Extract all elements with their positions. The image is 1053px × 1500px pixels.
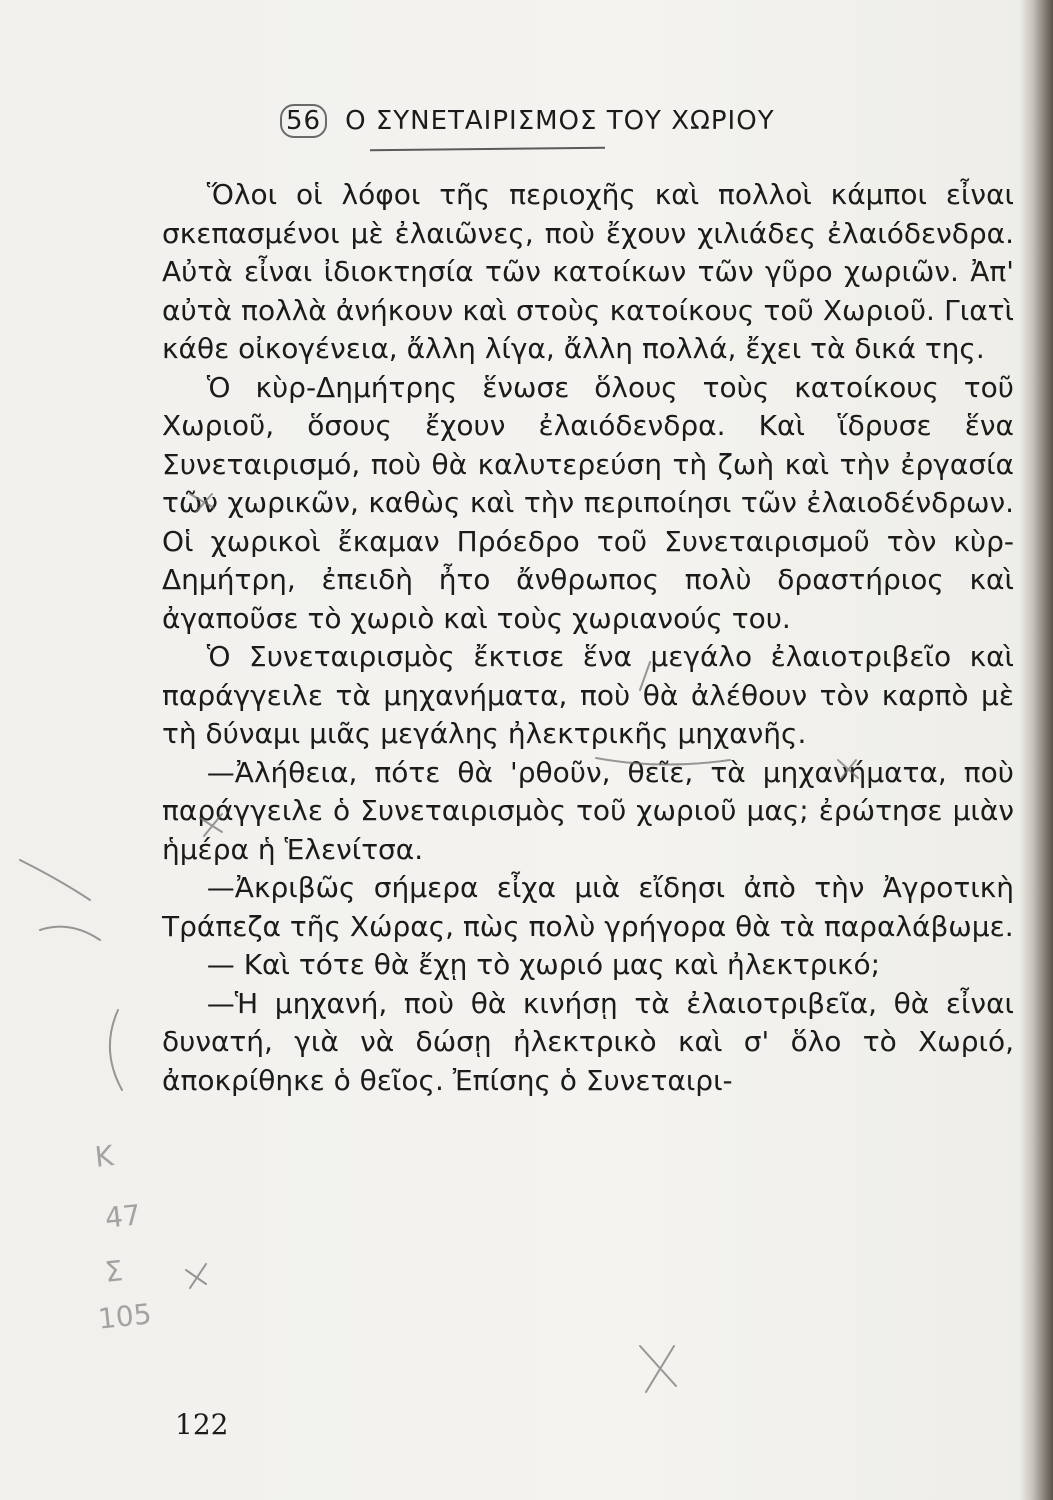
pencil-cross-mark — [640, 1346, 676, 1392]
pencil-bracket — [110, 1010, 122, 1090]
paragraph: —Ἡ μηχανή, ποὺ θὰ κινήσῃ τὰ ἐλαιοτριβεῖα, θὰ εἶναι δυνατή, γιὰ νὰ δώσῃ ἠλεκτρικὸ καὶ σ' ὅλο τὸ Χωριό, ἀποκρίθηκε ὁ θεῖος. Ἐπίσης ὁ Συνεταιρι- — [162, 986, 1014, 1097]
margin-note: 47 — [103, 1198, 143, 1235]
margin-note: K — [93, 1139, 116, 1174]
pencil-scribble — [20, 860, 100, 940]
book-spine-shadow — [1019, 0, 1053, 1500]
pencil-cross-mark — [186, 1264, 206, 1288]
paragraph: Ὅλοι οἱ λόφοι τῆς περιοχῆς καὶ πολλοὶ κάμποι εἶναι σκεπασμένοι μὲ ἐλαιῶνες, ποὺ ἔχουν χιλιάδες ἐλαιόδενδρα. Αὐτὰ εἶναι ἰδιοκτησία τῶν κατοίκων τῶν γῦρο χωριῶν. Ἀπ' αὐτὰ πολλὰ ἀνήκουν καὶ στοὺς κατοίκους τοῦ Χωριοῦ. Γιατὶ κάθε οἰκογένεια, ἄλλη λίγα, ἄλλη πολλά, ἔχει τὰ δικά της. — [162, 178, 1014, 365]
paragraph: Ὁ Συνεταιρισμὸς ἔκτισε ἕνα μεγάλο ἐλαιοτριβεῖο καὶ παράγγειλε τὰ μηχανήματα, ποὺ θὰ ἀλέθουν τὸν καρπὸ μὲ τὴ δύναμι μιᾶς μεγάλης ἠλεκτρικῆς μηχανῆς. — [162, 640, 1014, 750]
paragraph: — Καὶ τότε θὰ ἔχῃ τὸ χωριό μας καὶ ἠλεκτρικό; — [206, 948, 881, 981]
page-number: 122 — [175, 1408, 229, 1441]
paragraph: Ὁ κὺρ-Δημήτρης ἕνωσε ὅλους τοὺς κατοίκους τοῦ Χωριοῦ, ὅσους ἔχουν ἐλαιόδενδρα. Καὶ ἵδρυσε ἕνα Συνεταιρισμό, ποὺ θὰ καλυτερεύση τὴ ζωὴ καὶ τὴν ἐργασία τῶν χωρικῶν, καθὼς καὶ τὴν περιποίησι τῶν ἐλαιοδένδρων. Οἱ χωρικοὶ ἔκαμαν Πρόεδρο τοῦ Συνεταιρισμοῦ τὸν κὺρ-Δημήτρη, ἐπειδὴ ἦτο ἄνθρωπος πολὺ δραστήριος καὶ ἀγαποῦσε τὸ χωριὸ καὶ τοὺς χωριανούς του. — [162, 370, 1014, 635]
paragraph: —Ἀλήθεια, πότε θὰ 'ρθοῦν, θεῖε, τὰ μηχανήματα, ποὺ παράγγειλε ὁ Συνεταιρισμὸς τοῦ χωριοῦ μας; ἐρώτησε μιὰν ἡμέρα ἡ Ἑλενίτσα. — [162, 755, 1014, 866]
paragraph: —Ἀκριβῶς σήμερα εἶχα μιὰ εἴδησι ἀπὸ τὴν Ἀγροτικὴ Τράπεζα τῆς Χώρας, πὼς πολὺ γρήγορα θὰ τὰ παραλάβωμε. — [162, 871, 1014, 943]
chapter-number: 56 — [280, 104, 327, 138]
margin-note: 105 — [96, 1297, 154, 1336]
body-text — [162, 176, 1014, 1100]
chapter-header — [280, 104, 880, 148]
margin-note: Σ — [103, 1254, 125, 1289]
chapter-title: Ο ΣΥΝΕΤΑΙΡΙΣΜΟΣ ΤΟΥ ΧΩΡΙΟΥ — [345, 106, 775, 136]
